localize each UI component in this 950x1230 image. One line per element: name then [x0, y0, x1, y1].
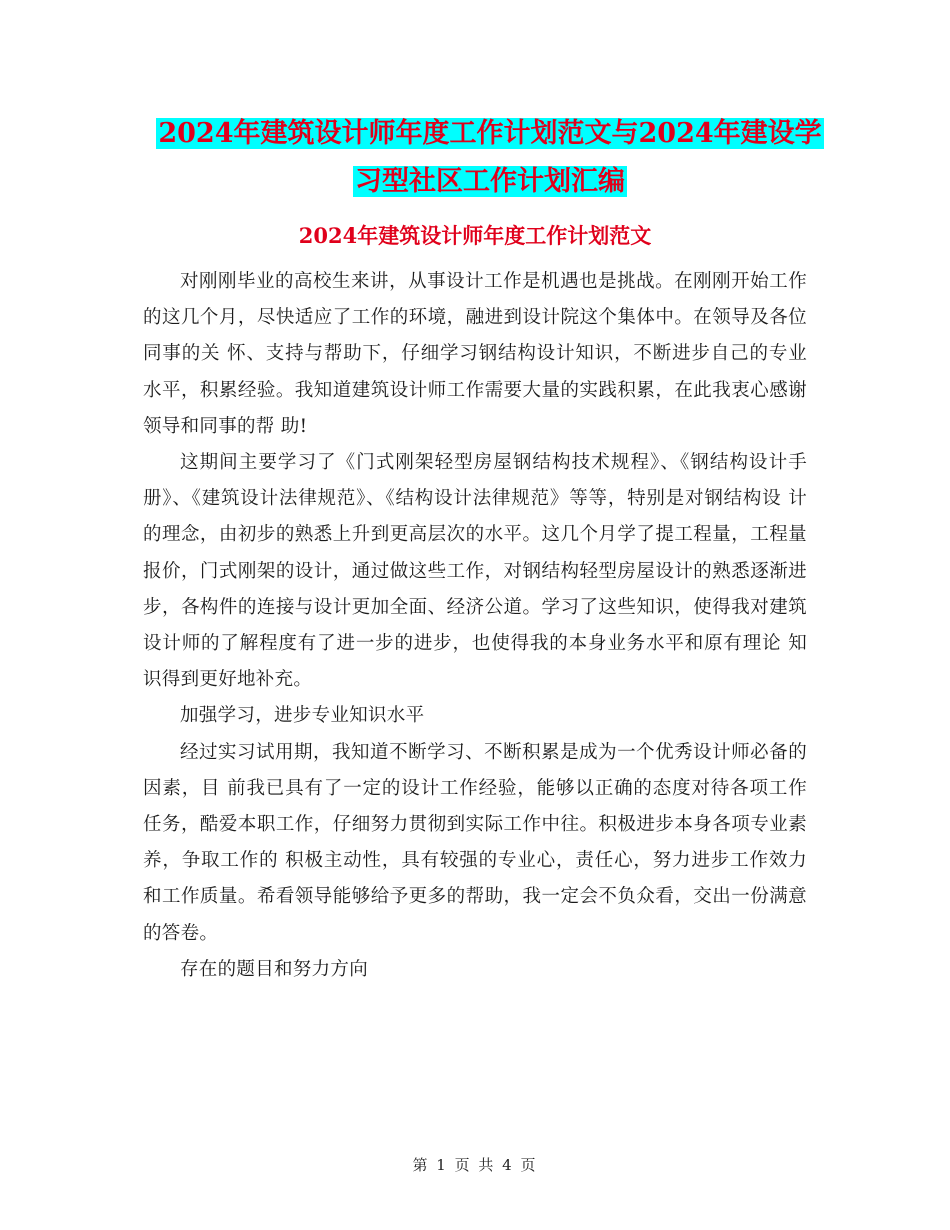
body-text — [143, 264, 807, 988]
paragraph-heading: 加强学习，进步专业知识水平 — [180, 705, 425, 727]
title-line-2: 习型社区工作计划汇编 — [355, 166, 625, 197]
page-number: 第 1 页 共 4 页 — [412, 1156, 538, 1174]
paragraph: 经过实习试用期，我知道不断学习、不断积累是成为一个优秀设计师必备的因素，目 前我已具有了一定的设计工作经验，能够以正确的态度对待各项工作任务，酷爱本职工作，仔细努力贯彻到实际工作中往。积极进步本身各项专业素养，争取工作的 积极主动性，具有较强的专业心，责任心，努力进步工作效力和工作质量。希看领导能够给予更多的帮助，我一定会不负众看，交出一份满意的答卷。 — [143, 741, 807, 944]
paragraph: 这期间主要学习了《门式刚架轻型房屋钢结构技术规程》、《钢结构设计手册》、《建筑设计法律规范》、《结构设计法律规范》等等，特别是对钢结构设 计的理念，由初步的熟悉上升到更高层次的水平。这几个月学了提工程量，工程量报价，门式刚架的设计，通过做这些工作，对钢结构轻型房屋设计的熟悉逐渐进 步，各构件的连接与设计更加全面、经济公道。学习了这些知识，使得我对建筑设计师的了解程度有了进一步的进步，也使得我的本身业务水平和原有理论 知识得到更好地补充。 — [143, 452, 807, 691]
section-heading: 2024年建筑设计师年度工作计划范文 — [298, 223, 652, 248]
document-title — [140, 110, 840, 206]
title-line-1: 2024年建筑设计师年度工作计划范文与2024年建设学 — [158, 118, 822, 149]
paragraph-heading: 存在的题目和努力方向 — [180, 958, 369, 980]
paragraph: 对刚刚毕业的高校生来讲，从事设计工作是机遇也是挑战。在刚刚开始工作的这几个月，尽快适应了工作的环境，融进到设计院这个集体中。在领导及各位同事的关 怀、支持与帮助下，仔细学习钢结构设计知识，不断进步自己的专业水平，积累经验。我知道建筑设计师工作需要大量的实践积累，在此我衷心感谢领导和同事的帮 助! — [143, 271, 807, 437]
